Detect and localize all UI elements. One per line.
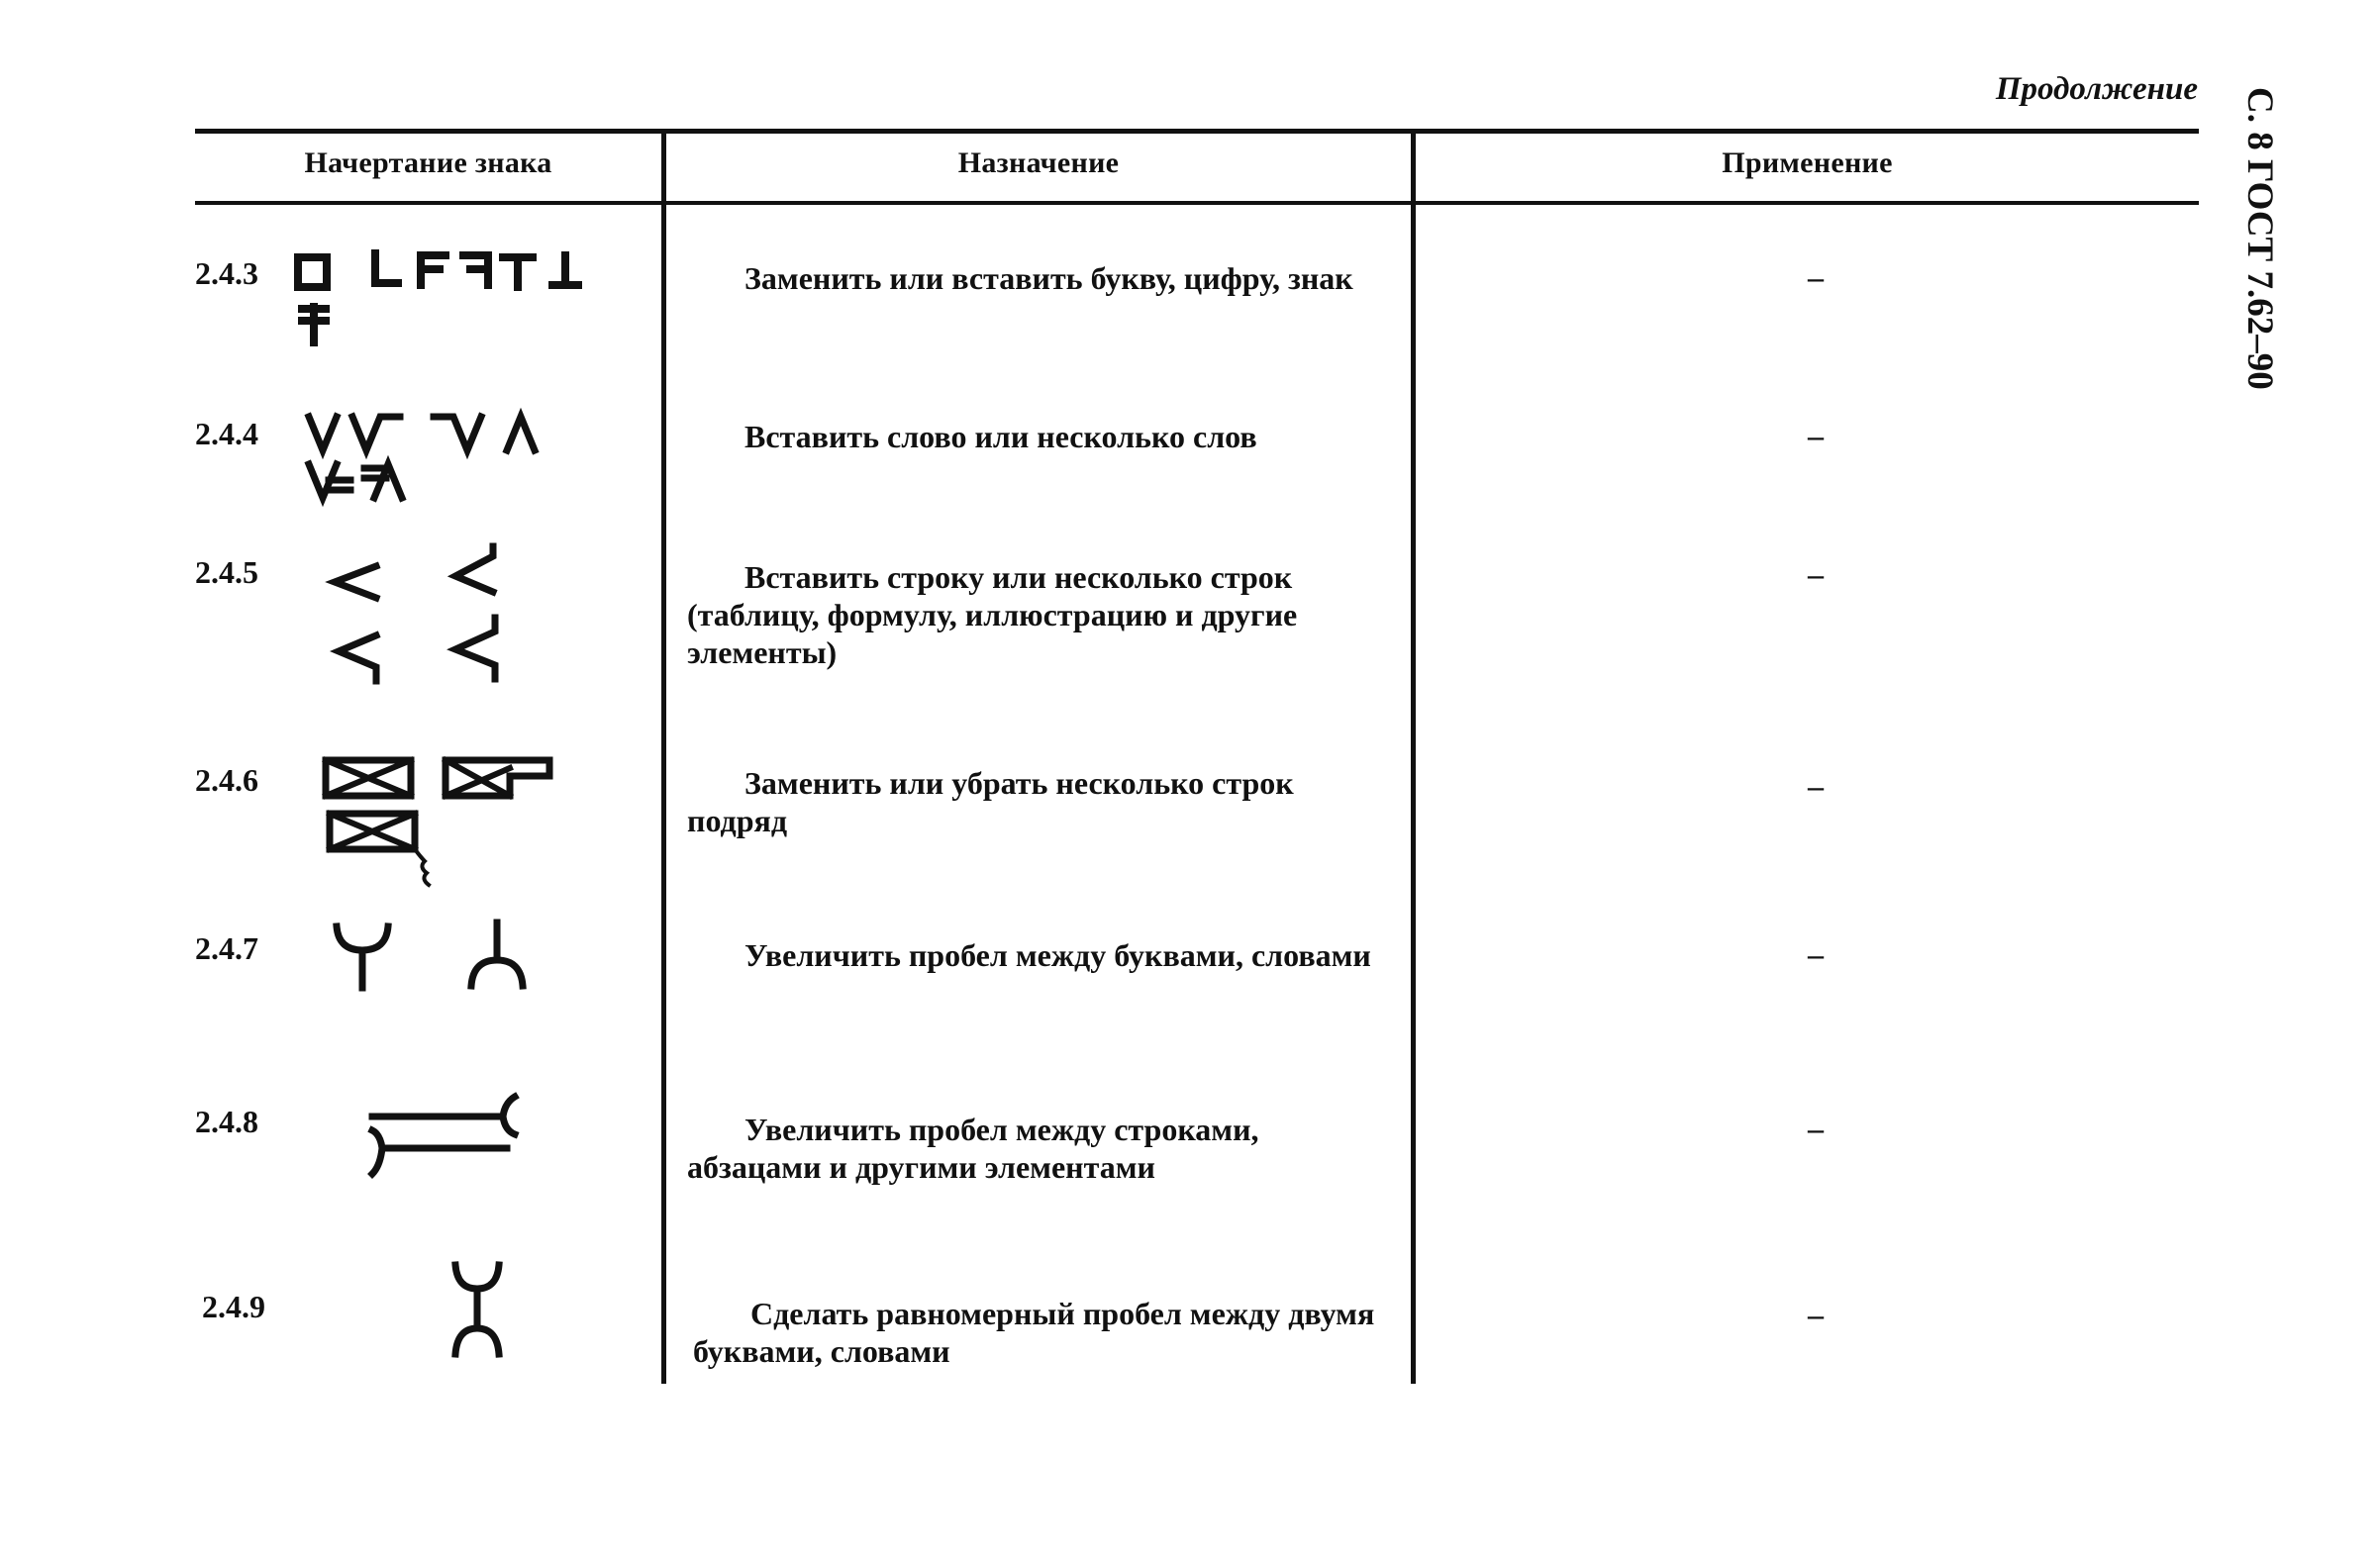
row-number: 2.4.3 <box>195 255 258 291</box>
insert-line-marks-icon <box>327 542 545 691</box>
continuation-label: Продолжение <box>1995 71 2198 107</box>
column-divider-2 <box>1411 132 1416 1384</box>
insert-word-marks-icon <box>305 411 562 510</box>
row-number: 2.4.7 <box>195 930 258 966</box>
purpose-text: Вставить строку или несколько строк (таблицу, формулу, иллюстрацию и другие элементы) <box>687 559 1298 670</box>
row-number: 2.4.4 <box>195 416 258 451</box>
row-purpose <box>687 418 1400 455</box>
column-divider-1 <box>661 132 666 1384</box>
row-usage: – <box>1808 1297 1824 1332</box>
column-header-usage: Применение <box>1722 146 1893 179</box>
row-usage: – <box>1808 768 1824 804</box>
purpose-text: Заменить или вставить букву, цифру, знак <box>744 260 1353 296</box>
purpose-text: Сделать равномерный пробел между двумя буквами, словами <box>693 1296 1375 1369</box>
replace-insert-letter-marks-icon <box>289 249 586 348</box>
column-header-purpose: Назначение <box>957 146 1120 179</box>
column-header-sign: Начертание знака <box>304 146 552 179</box>
row-number: 2.4.9 <box>202 1289 265 1324</box>
table-header-rule <box>195 201 2199 205</box>
row-usage: – <box>1808 936 1824 972</box>
increase-line-space-mark-icon <box>366 1089 525 1188</box>
row-number: 2.4.8 <box>195 1104 258 1139</box>
purpose-text: Заменить или убрать несколько строк подряд <box>687 765 1294 838</box>
row-usage: – <box>1808 418 1824 453</box>
row-purpose <box>687 558 1400 671</box>
row-number: 2.4.6 <box>195 762 258 798</box>
purpose-text: Вставить слово или несколько слов <box>744 419 1257 454</box>
row-usage: – <box>1808 259 1824 295</box>
row-number: 2.4.5 <box>195 554 258 590</box>
page-side-label <box>2228 87 2287 414</box>
row-usage: – <box>1808 556 1824 592</box>
even-space-mark-icon <box>447 1259 507 1358</box>
purpose-text: Увеличить пробел между строками, абзацами и другими элементами <box>687 1112 1259 1185</box>
purpose-text: Увеличить пробел между буквами, словами <box>744 937 1371 973</box>
side-label-text: С. 8 ГОСТ 7.62–90 <box>2239 87 2280 390</box>
row-usage: – <box>1808 1111 1824 1146</box>
row-purpose <box>687 764 1400 839</box>
row-purpose <box>687 259 1400 297</box>
table-top-rule <box>195 129 2199 134</box>
increase-letter-space-marks-icon <box>327 917 545 996</box>
row-purpose <box>687 1111 1400 1186</box>
crossed-box-marks-icon <box>322 754 559 893</box>
row-purpose <box>687 936 1400 974</box>
row-purpose <box>693 1295 1406 1370</box>
